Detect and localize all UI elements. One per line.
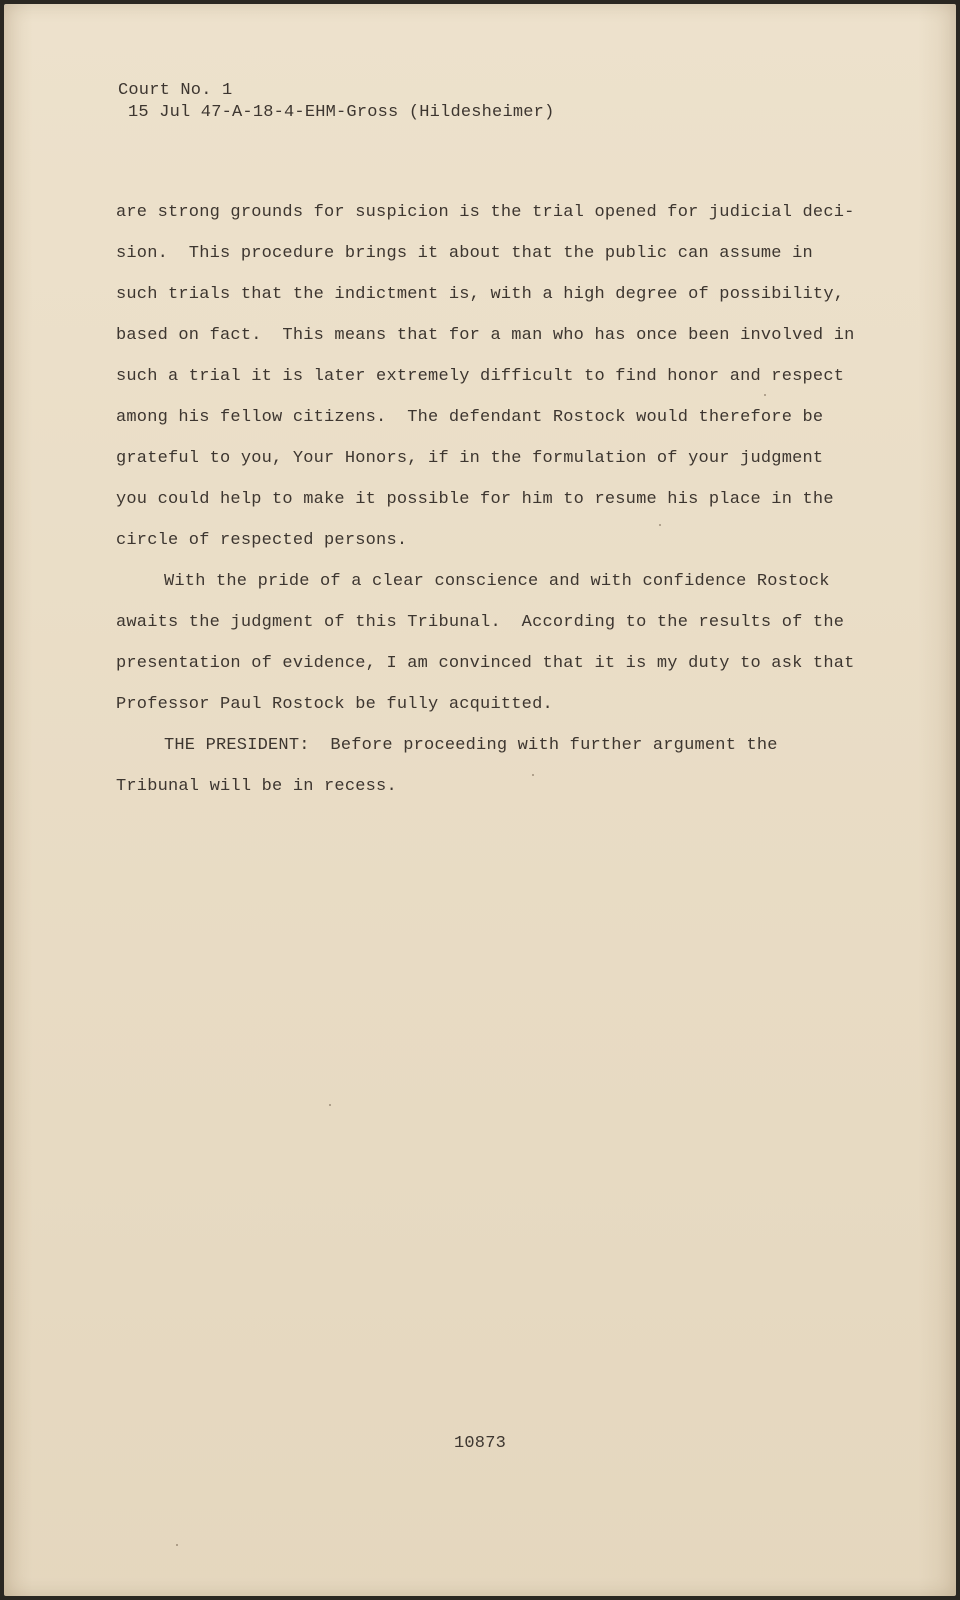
text-line: awaits the judgment of this Tribunal. According to the results of the bbox=[116, 613, 845, 632]
text-line: such a trial it is later extremely difficult to find honor and respect bbox=[116, 367, 845, 386]
text-line: you could help to make it possible for him to resume his place in the bbox=[116, 490, 834, 509]
document-page bbox=[4, 4, 956, 1596]
page-number: 10873 bbox=[453, 1434, 506, 1453]
paper-speck bbox=[659, 524, 661, 526]
text-line: among his fellow citizens. The defendant Rostock would therefore be bbox=[116, 408, 824, 427]
text-line: Tribunal will be in recess. bbox=[116, 777, 397, 796]
document-header bbox=[118, 80, 554, 124]
text-line: presentation of evidence, I am convinced that it is my duty to ask that bbox=[116, 654, 855, 673]
transcript-reference: 15 Jul 47-A-18-4-EHM-Gross (Hildesheimer) bbox=[128, 103, 555, 122]
paper-speck bbox=[176, 1544, 178, 1546]
transcript-body bbox=[116, 200, 856, 815]
text-line: sion. This procedure brings it about that the public can assume in bbox=[116, 244, 813, 263]
text-line: Professor Paul Rostock be fully acquitted. bbox=[116, 695, 553, 714]
paper-speck bbox=[532, 774, 534, 776]
text-line: based on fact. This means that for a man who has once been involved in bbox=[116, 326, 855, 345]
court-number: Court No. 1 bbox=[118, 81, 233, 100]
speaker-line: THE PRESIDENT: Before proceeding with further argument the bbox=[164, 736, 778, 755]
text-line: such trials that the indictment is, with a high degree of possibility, bbox=[116, 285, 845, 304]
paper-speck bbox=[329, 1104, 331, 1106]
text-line: are strong grounds for suspicion is the trial opened for judicial deci- bbox=[116, 203, 855, 222]
paper-speck bbox=[764, 394, 766, 396]
paragraph-start-line: With the pride of a clear conscience and with confidence Rostock bbox=[164, 572, 830, 591]
text-line: grateful to you, Your Honors, if in the formulation of your judgment bbox=[116, 449, 824, 468]
text-line: circle of respected persons. bbox=[116, 531, 408, 550]
